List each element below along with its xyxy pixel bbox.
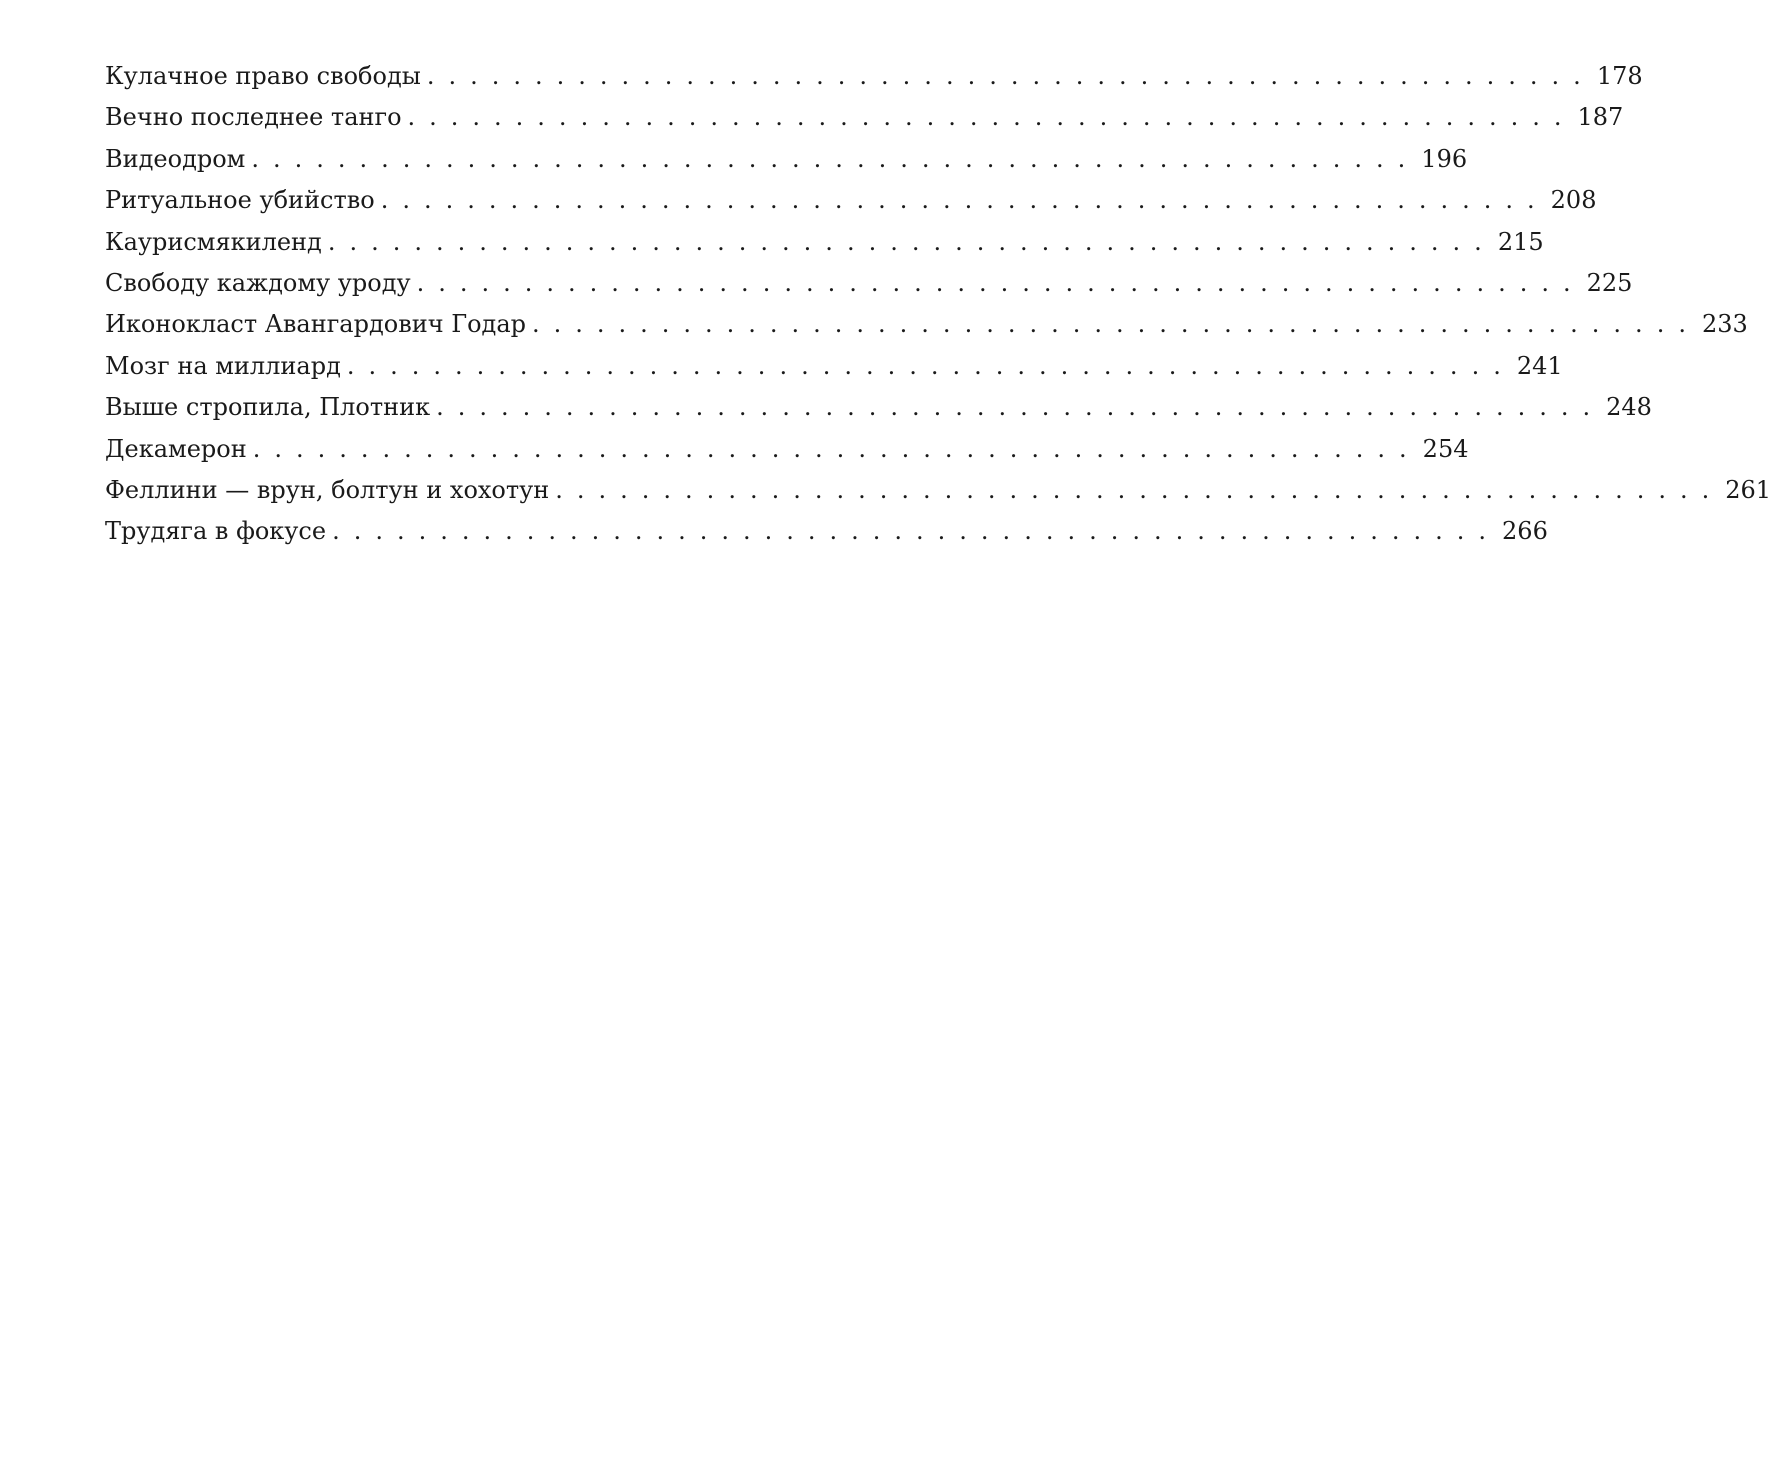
- toc-entry-page: 187: [1577, 103, 1624, 132]
- toc-dot-leader: ......................................................: [531, 310, 1700, 339]
- toc-entry-page: 241: [1516, 351, 1563, 380]
- toc-dot-leader: ......................................................: [252, 434, 1421, 463]
- toc-entry-title: Мозг на миллиард: [105, 351, 341, 380]
- toc-entry: [105, 263, 1633, 304]
- toc-dot-leader: ......................................................: [407, 103, 1576, 132]
- toc-entry-page: 196: [1421, 144, 1468, 173]
- toc-dot-leader: ......................................................: [332, 517, 1501, 546]
- toc-entry-page: 208: [1550, 186, 1597, 215]
- toc-entry-title: Видеодром: [105, 144, 246, 173]
- toc-entry: [105, 97, 1624, 138]
- toc-entry-title: Вечно последнее танго: [105, 103, 402, 132]
- toc-entry: [105, 511, 1548, 552]
- toc-entry-title: Трудяга в фокусе: [105, 517, 327, 546]
- toc-entry-title: Ритуальное убийство: [105, 186, 375, 215]
- toc-dot-leader: ......................................................: [436, 393, 1605, 422]
- toc-entry: [105, 429, 1469, 470]
- toc-entry-page: 215: [1497, 227, 1544, 256]
- toc-entry: [105, 139, 1468, 180]
- toc-entry-title: Выше стропила, Плотник: [105, 393, 431, 422]
- toc-entry-title: Иконокласт Авангардович Годар: [105, 310, 526, 339]
- table-of-contents: [105, 56, 1771, 553]
- toc-entry-title: Кулачное право свободы: [105, 62, 421, 90]
- toc-dot-leader: ......................................................: [346, 351, 1515, 380]
- toc-entry: [105, 387, 1652, 428]
- toc-dot-leader: ......................................................: [416, 268, 1585, 297]
- toc-entry: [105, 470, 1771, 511]
- toc-entry-page: 261: [1725, 475, 1771, 504]
- toc-entry-page: 266: [1502, 517, 1548, 546]
- toc-entry: [105, 304, 1748, 345]
- toc-entry: [105, 346, 1563, 387]
- toc-entry-page: 254: [1422, 434, 1469, 463]
- toc-entry-page: 248: [1606, 393, 1652, 422]
- toc-entry-page: 178: [1596, 62, 1643, 90]
- toc-entry: [105, 222, 1544, 263]
- toc-dot-leader: ......................................................: [426, 62, 1595, 90]
- toc-entry-page: 233: [1701, 310, 1748, 339]
- toc-dot-leader: ......................................................: [380, 186, 1549, 215]
- toc-dot-leader: ......................................................: [327, 227, 1496, 256]
- toc-entry-title: Феллини — врун, болтун и хохотун: [105, 475, 550, 504]
- toc-dot-leader: ......................................................: [251, 144, 1420, 173]
- toc-entry-title: Каурисмякиленд: [105, 227, 322, 256]
- toc-dot-leader: ......................................................: [555, 475, 1724, 504]
- toc-entry-page: 225: [1586, 268, 1633, 297]
- toc-entry: [105, 180, 1597, 221]
- toc-entry-title: Декамерон: [105, 434, 247, 463]
- toc-entry: [105, 56, 1643, 97]
- toc-entry-title: Свободу каждому уроду: [105, 268, 411, 297]
